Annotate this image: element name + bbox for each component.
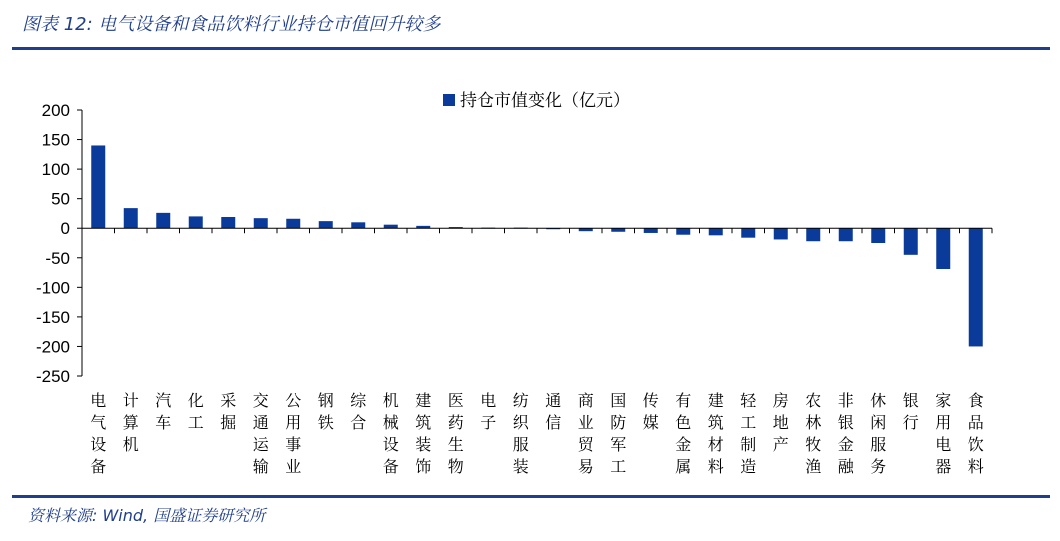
bar — [156, 213, 170, 228]
legend-swatch — [443, 94, 455, 106]
bar — [839, 228, 853, 241]
bar — [221, 217, 235, 228]
y-tick-label: -50 — [45, 248, 70, 268]
bar — [676, 228, 690, 235]
y-tick-label: 150 — [41, 130, 70, 150]
category-label: 轻工制造 — [740, 391, 757, 476]
category-label: 纺织服装 — [512, 391, 529, 476]
category-label: 银行 — [902, 391, 919, 432]
category-label: 非银金融 — [837, 391, 854, 476]
bar — [254, 218, 268, 228]
category-label: 公用事业 — [285, 391, 302, 476]
category-label: 采掘 — [220, 391, 237, 432]
category-label: 休闲服务 — [870, 391, 887, 476]
category-label: 电子 — [480, 391, 497, 432]
bars — [91, 145, 983, 346]
category-label: 建筑材料 — [707, 391, 724, 476]
category-label: 医药生物 — [447, 391, 464, 476]
category-label: 国防军工 — [610, 391, 627, 476]
category-label: 家用电器 — [935, 391, 952, 476]
y-tick-label: 50 — [51, 189, 70, 209]
y-tick-label: 0 — [60, 219, 70, 239]
bar-chart — [0, 50, 1060, 490]
category-label: 有色金属 — [675, 391, 692, 476]
x-axis — [82, 228, 992, 233]
bar — [806, 228, 820, 241]
y-tick-label: 200 — [41, 101, 70, 120]
figure-title: 图表 12: 电气设备和食品饮料行业持仓市值回升较多 — [22, 14, 441, 35]
bottom-rule — [12, 495, 1050, 498]
bar — [936, 228, 950, 269]
bar — [91, 145, 105, 228]
category-label: 化工 — [187, 391, 204, 432]
category-label: 通信 — [545, 391, 562, 432]
bar — [969, 228, 983, 346]
category-label: 电气设备 — [90, 391, 107, 476]
category-label: 交通运输 — [252, 391, 269, 476]
category-label: 建筑装饰 — [415, 391, 432, 476]
bar — [644, 228, 658, 233]
bar — [124, 208, 138, 228]
y-tick-label: -200 — [35, 337, 70, 357]
source-note: 资料来源: Wind, 国盛证券研究所 — [28, 506, 266, 525]
bar — [286, 219, 300, 228]
category-label: 钢铁 — [317, 391, 334, 432]
category-label: 房地产 — [772, 391, 789, 454]
category-label: 综合 — [350, 391, 367, 432]
y-tick-label: -100 — [35, 278, 70, 298]
bar — [904, 228, 918, 255]
bar — [319, 221, 333, 228]
bar — [189, 216, 203, 228]
category-labels — [90, 391, 984, 476]
y-tick-label: 100 — [41, 160, 70, 180]
y-axis — [36, 101, 82, 386]
bar — [774, 228, 788, 239]
bar — [741, 228, 755, 237]
bar — [351, 222, 365, 228]
y-tick-label: -250 — [35, 367, 70, 386]
category-label: 商业贸易 — [577, 391, 594, 476]
category-label: 计算机 — [122, 391, 139, 454]
legend-label: 持仓市值变化（亿元） — [460, 91, 630, 111]
bar — [611, 228, 625, 232]
category-label: 农林牧渔 — [805, 391, 822, 476]
category-label: 食品饮料 — [967, 391, 984, 476]
category-label: 汽车 — [155, 391, 172, 432]
category-label: 传媒 — [642, 391, 659, 432]
bar — [709, 228, 723, 235]
bar — [384, 225, 398, 229]
bar — [871, 228, 885, 243]
chart-legend — [443, 91, 630, 111]
category-label: 机械设备 — [382, 391, 399, 476]
y-tick-label: -150 — [35, 307, 70, 327]
